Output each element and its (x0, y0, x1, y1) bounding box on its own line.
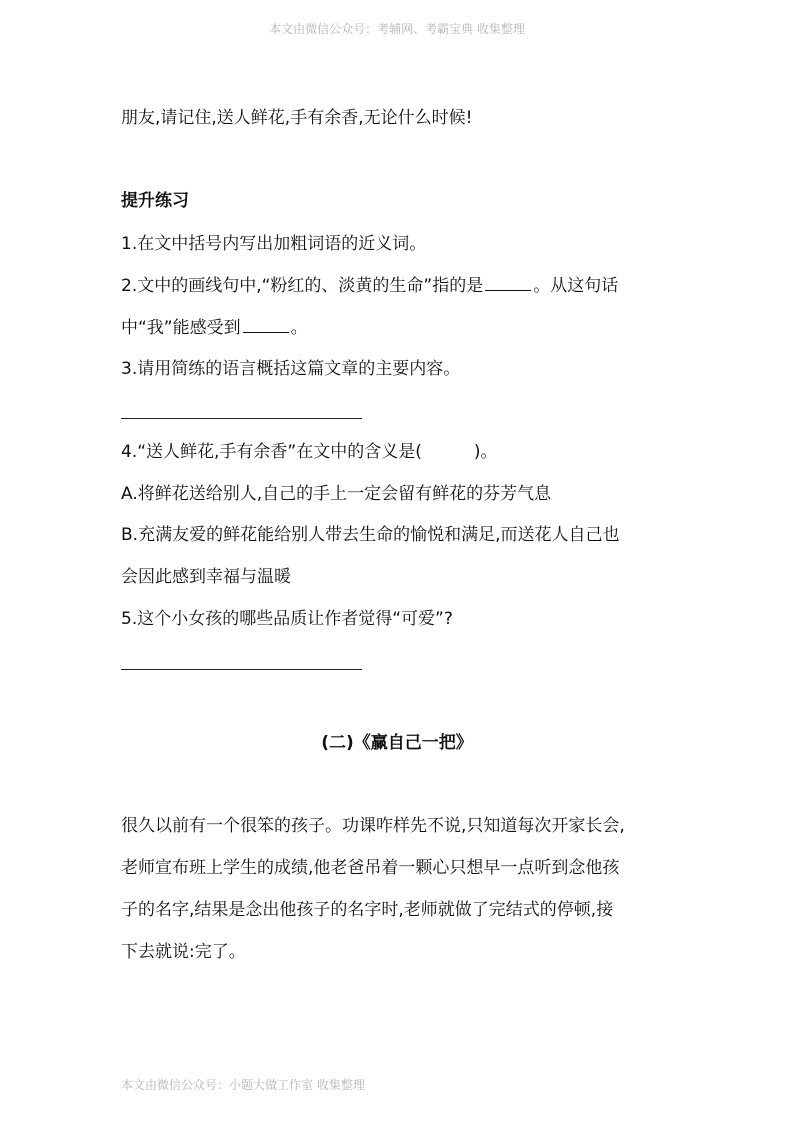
question-3: 3.请用简练的语言概括这篇文章的主要内容。 (121, 359, 461, 379)
question-2-line-2-text: 中“我”能感受到 (121, 318, 241, 338)
story-line-2: 老师宣布班上学生的成绩,他老爸吊着一颗心只想早一点听到念他孩 (121, 858, 620, 878)
watermark-bottom: 本文由微信公众号：小题大做工作室 收集整理 (121, 1078, 365, 1092)
watermark-top: 本文由微信公众号：考辅网、考霸宝典 收集整理 (269, 22, 525, 36)
answer-line-q3[interactable] (121, 418, 362, 419)
section-heading: 提升练习 (121, 191, 189, 211)
story-title: (二)《赢自己一把》 (321, 733, 473, 753)
question-2 (121, 273, 681, 298)
option-a: A.将鲜花送给别人,自己的手上一定会留有鲜花的芬芳气息 (121, 484, 552, 504)
question-2-text: 2.文中的画线句中,“粉红的、淡黄的生命”指的是 (121, 276, 484, 296)
question-1: 1.在文中括号内写出加粗词语的近义词。 (121, 234, 427, 254)
story-line-4: 下去就说:完了。 (121, 942, 246, 962)
fill-blank-1[interactable] (485, 273, 531, 291)
question-2-text-end: 。从这句话 (533, 276, 619, 296)
question-5: 5.这个小女孩的哪些品质让作者觉得“可爱”? (121, 609, 453, 629)
fill-blank-2[interactable] (243, 315, 289, 333)
option-b-line-2: 会因此感到幸福与温暖 (121, 567, 291, 587)
story-line-1: 很久以前有一个很笨的孩子。功课咋样先不说,只知道每次开家长会, (121, 816, 625, 836)
question-4 (121, 440, 681, 464)
option-b-line-1: B.充满友爱的鲜花能给别人带去生命的愉悦和满足,而送花人自己也 (121, 525, 620, 545)
story-line-3: 子的名字,结果是念出他孩子的名字时,老师就做了完结式的停顿,接 (121, 900, 614, 920)
intro-line: 朋友,请记住,送人鲜花,手有余香,无论什么时候! (121, 108, 473, 128)
question-2-line-2 (121, 315, 681, 340)
answer-line-q5[interactable] (121, 669, 362, 670)
question-4-text: 4.“送人鲜花,手有余香”在文中的含义是( (121, 442, 422, 462)
question-4-text-end: )。 (473, 442, 498, 462)
question-2-line-2-end: 。 (290, 318, 308, 338)
